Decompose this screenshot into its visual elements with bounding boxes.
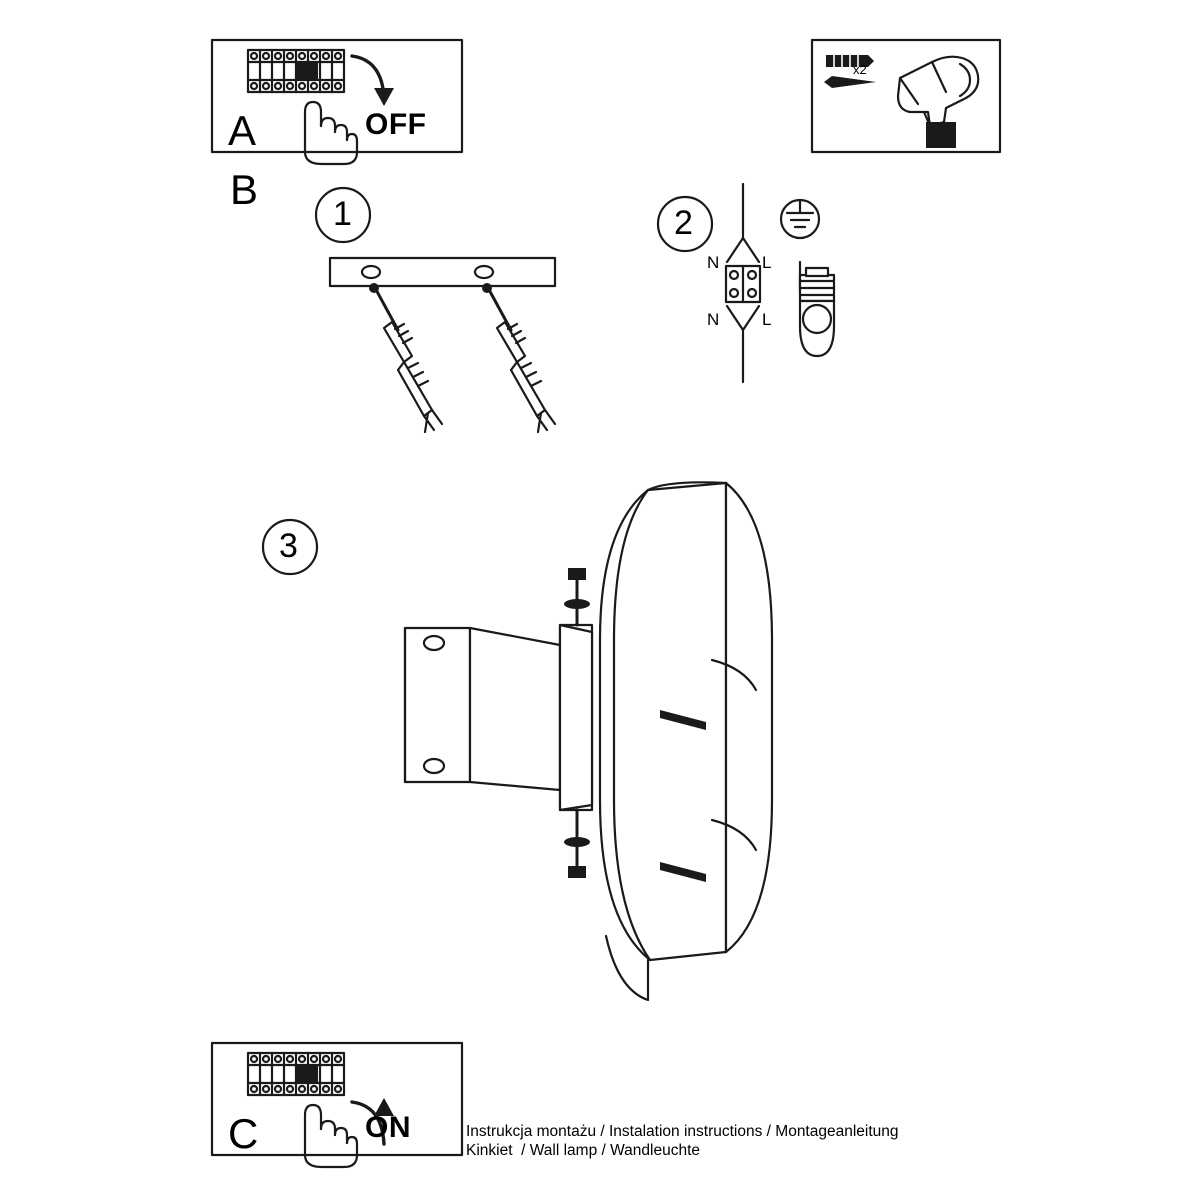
wall-plug-icon <box>826 55 874 67</box>
step1-screw-left <box>369 283 442 432</box>
circuit-breaker-icon-c <box>248 1053 344 1095</box>
circuit-breaker-icon-a <box>248 50 344 92</box>
section-b-letter: B <box>230 166 259 213</box>
section-a-state-label: OFF <box>365 108 427 141</box>
caption-line-1: Instrukcja montażu / Instalation instructions / Montageanleitung <box>466 1123 899 1140</box>
step3-screw-bottom <box>564 810 590 878</box>
step-3-number: 3 <box>279 527 298 565</box>
section-a-letter: A <box>228 107 257 154</box>
step1-mounting-plate <box>330 258 555 286</box>
terminal-label-l-top: L <box>762 253 772 272</box>
section-c-letter: C <box>228 1110 259 1157</box>
terminal-label-n-bottom: N <box>707 310 720 329</box>
section-c-state-label: ON <box>365 1111 411 1144</box>
step3-screw-top <box>564 568 590 625</box>
step-1-number: 1 <box>333 195 352 233</box>
terminal-label-n-top: N <box>707 253 720 272</box>
step3-lamp-assembly <box>405 482 772 1000</box>
step-2-number: 2 <box>674 204 693 242</box>
terminal-label-l-bottom: L <box>762 310 772 329</box>
step1-screw-right <box>482 283 555 432</box>
tools-quantity-label: x2 <box>853 62 867 77</box>
earth-ground-icon <box>781 200 819 238</box>
lamp-socket-icon <box>800 268 834 356</box>
caption-line-2: Kinkiet / Wall lamp / Wandleuchte <box>466 1142 701 1159</box>
